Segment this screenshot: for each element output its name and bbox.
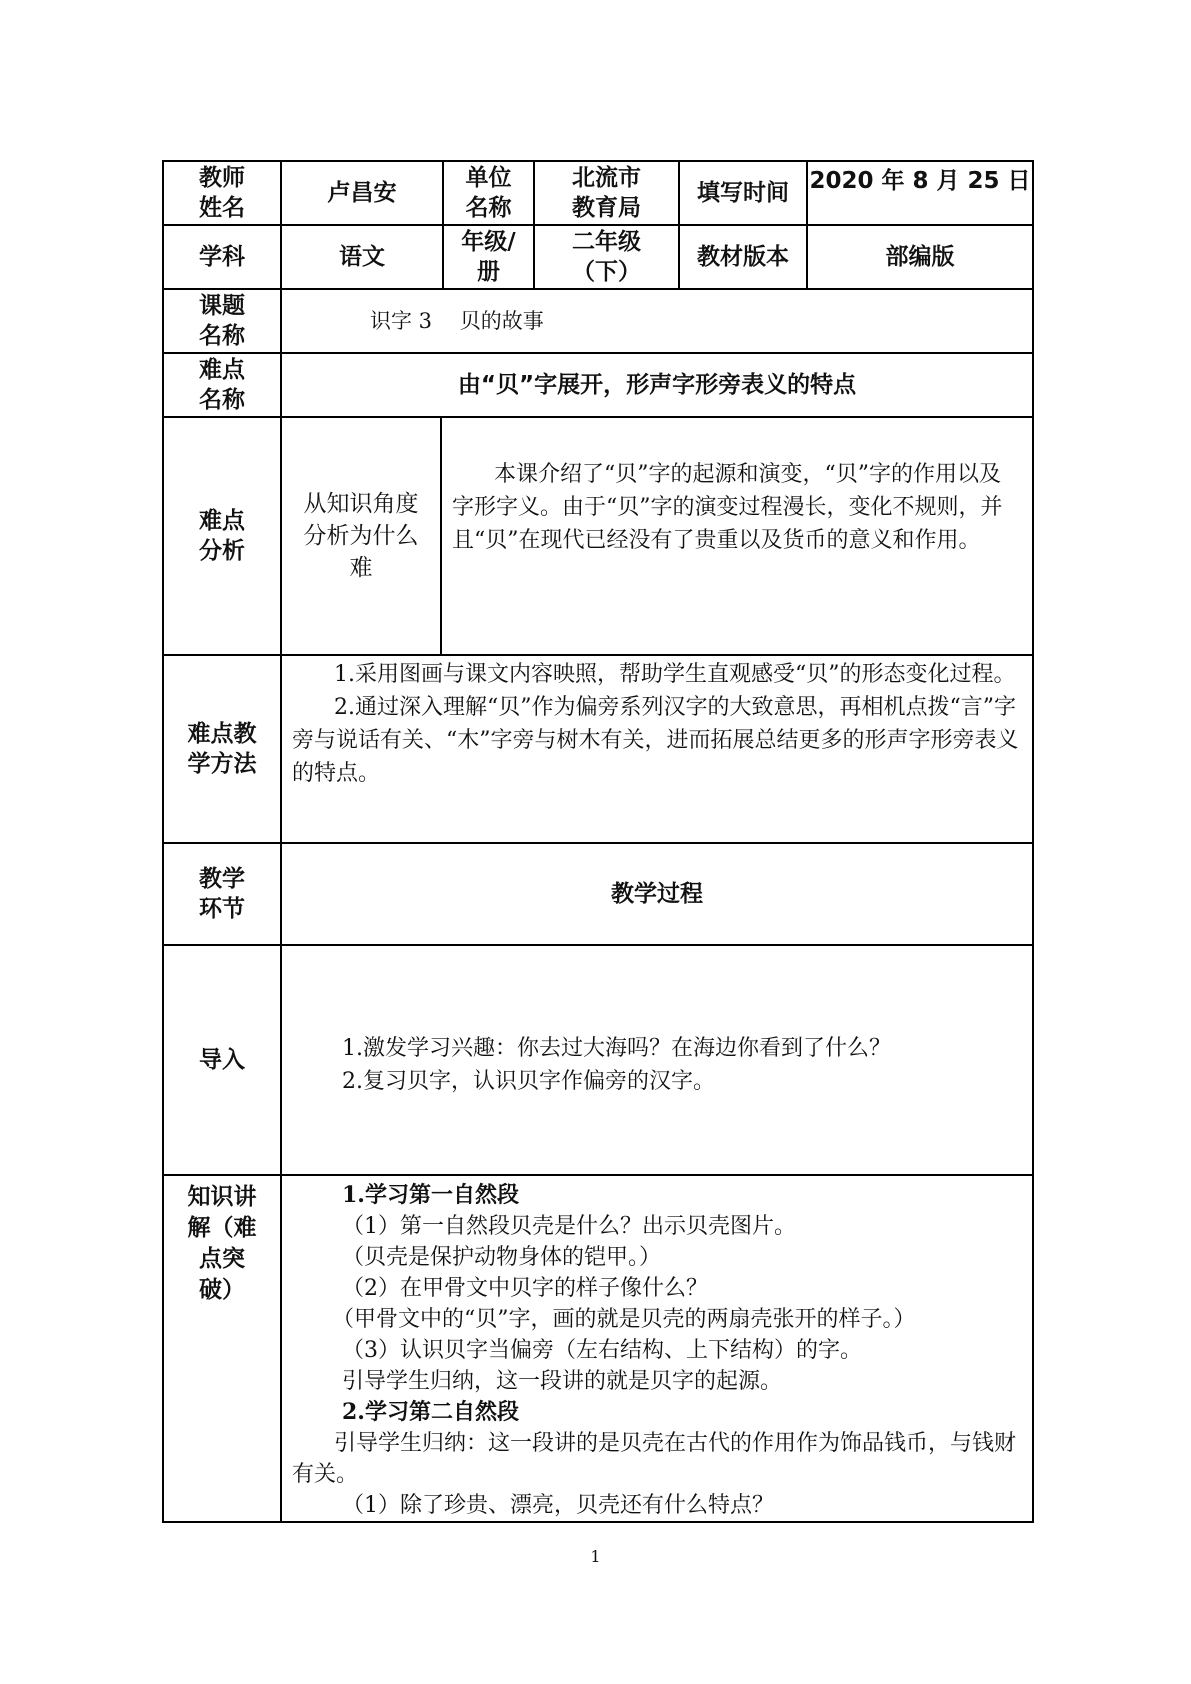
teacher-label: 教师姓名 — [163, 161, 281, 225]
method-item-1: 1.采用图画与课文内容映照，帮助学生直观感受“贝”的形态变化过程。 — [334, 662, 1016, 687]
analysis-text: 本课介绍了“贝”字的起源和演变，“贝”字的作用以及字形字义。由于“贝”字的演变过程漫长，变化不规则，并且“贝”在现代已经没有了贵重以及货币的意义和作用。 — [452, 462, 1003, 553]
intro-text-cell — [281, 945, 1033, 1175]
subject-label: 学科 — [163, 225, 281, 289]
method-item-2: 2.通过深入理解“贝”作为偏旁系列汉字的大致意思，再相机点拨“言”字旁与说话有关、“木”字旁与树木有关，进而拓展总结更多的形声字形旁表义的特点。 — [292, 695, 1019, 786]
intro-item-1: 1.激发学习兴趣：你去过大海吗？在海边你看到了什么？ — [342, 1036, 891, 1061]
knowledge-line-9: 引导学生归纳：这一段讲的是贝壳在古代的作用作为饰品钱币，与钱财有关。 — [292, 1431, 1017, 1487]
process-table — [162, 842, 1034, 946]
unit-label: 单位名称 — [443, 161, 534, 225]
date-value: 2020 年 8 月 25 日 — [807, 161, 1033, 225]
method-text-cell — [281, 655, 1033, 843]
difficulty-label: 难点名称 — [163, 353, 281, 417]
knowledge-line-2: （1）第一自然段贝壳是什么？出示贝壳图片。 — [342, 1214, 796, 1239]
intro-item-2: 2.复习贝字，认识贝字作偏旁的汉字。 — [342, 1069, 715, 1094]
knowledge-table — [162, 1174, 1034, 1523]
knowledge-line-6: （3）认识贝字当偏旁（左右结构、上下结构）的字。 — [342, 1338, 862, 1363]
edition-value: 部编版 — [807, 225, 1033, 289]
date-label: 填写时间 — [679, 161, 807, 225]
process-title: 教学过程 — [281, 843, 1033, 945]
lesson-table — [162, 288, 1034, 418]
analysis-table — [162, 416, 1034, 656]
teacher-name: 卢昌安 — [281, 161, 443, 225]
grade-label: 年级/册 — [443, 225, 534, 289]
knowledge-line-7: 引导学生归纳，这一段讲的就是贝字的起源。 — [342, 1369, 783, 1394]
knowledge-line-8: 2.学习第二自然段 — [342, 1399, 519, 1425]
header-table — [162, 160, 1034, 290]
page-number: 1 — [590, 1547, 601, 1566]
edition-label: 教材版本 — [679, 225, 807, 289]
knowledge-line-5: （甲骨文中的“贝”字，画的就是贝壳的两扇壳张开的样子。） — [332, 1307, 916, 1332]
subject-value: 语文 — [281, 225, 443, 289]
difficulty-value: 由“贝”字展开，形声字形旁表义的特点 — [281, 353, 1033, 417]
knowledge-line-1: 1.学习第一自然段 — [342, 1182, 519, 1208]
method-label: 难点教学方法 — [163, 655, 281, 843]
analysis-text-cell — [441, 417, 1033, 655]
intro-label: 导入 — [163, 945, 281, 1175]
analysis-sub-label: 从知识角度分析为什么难 — [281, 417, 441, 655]
lesson-title-value: 识字 3 贝的故事 — [281, 289, 1033, 353]
knowledge-text-cell — [281, 1175, 1033, 1522]
process-label: 教学环节 — [163, 843, 281, 945]
knowledge-label: 知识讲解（难点突破） — [163, 1175, 281, 1522]
knowledge-line-3: （贝壳是保护动物身体的铠甲。） — [342, 1245, 662, 1270]
method-table — [162, 654, 1034, 844]
knowledge-line-10: （1）除了珍贵、漂亮，贝壳还有什么特点？ — [342, 1493, 774, 1518]
intro-table — [162, 944, 1034, 1176]
lesson-title-label: 课题名称 — [163, 289, 281, 353]
knowledge-line-4: （2）在甲骨文中贝字的样子像什么？ — [342, 1276, 708, 1301]
grade-value: 二年级（下） — [534, 225, 679, 289]
analysis-label: 难点分析 — [163, 417, 281, 655]
unit-name: 北流市教育局 — [534, 161, 679, 225]
